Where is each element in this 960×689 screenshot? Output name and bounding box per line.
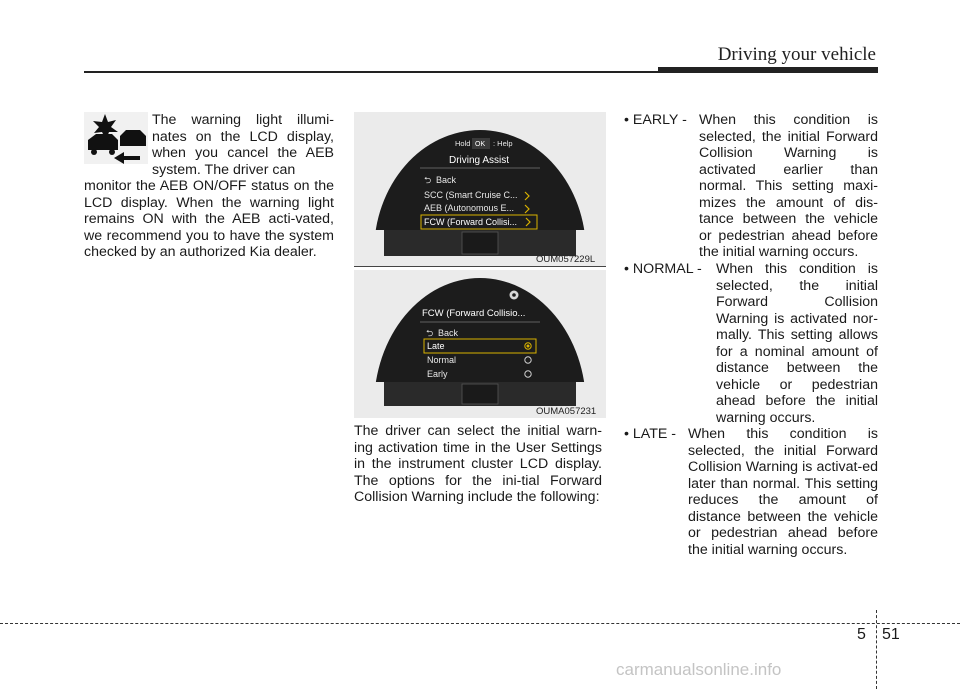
screen1-image-code: OUM057229L — [536, 254, 596, 265]
screen2-item-back: Back — [438, 328, 459, 338]
screen2-item-early: Early — [427, 369, 448, 379]
page-number: 51 — [882, 626, 900, 643]
screen1-item-back: Back — [436, 175, 457, 185]
footer-rule — [0, 623, 960, 624]
option-normal-label: • NORMAL - — [624, 261, 702, 277]
section-title: Driving your vehicle — [717, 44, 876, 65]
option-normal-desc: When this condition is selected, the initial Forward Collision Warning is activated nor-mally. This setting allows for a nominal amount of distance between the vehicle or pedestrian ahead before the initial warning occurs. — [716, 261, 878, 426]
options-intro-text: The driver can select the initial warn-ing activation time in the User Settings in the instrument cluster LCD display. The options for the ini-tial Forward Collision Warning include the following: — [354, 423, 602, 505]
screen1-back-arrow-icon: ⮌ — [424, 176, 432, 186]
screen2-image-code: OUMA057231 — [536, 406, 597, 417]
screen1-item-scc: SCC (Smart Cruise C... — [424, 190, 518, 200]
option-early-label: • EARLY - — [624, 112, 687, 128]
option-early — [624, 112, 878, 262]
screen1-item-aeb: AEB (Autonomous E... — [424, 203, 515, 213]
option-early-desc: When this condition is selected, the initial Forward Collision Warning is activated earlier than normal. This setting maxi-mizes the amount of dis-tance between the vehicle or pedestrian ahead before the initial warning occurs. — [699, 112, 878, 260]
option-normal — [624, 261, 878, 426]
image-divider — [354, 266, 606, 267]
footer-divider — [876, 610, 877, 689]
lcd-screen-fcw — [354, 270, 606, 418]
gear-icon — [510, 291, 519, 300]
watermark: carmanualsonline.info — [616, 660, 782, 679]
chapter-number: 5 — [857, 626, 866, 643]
lcd-screen-driving-assist — [354, 112, 606, 266]
intro-lead-text: The warning light illumi-nates on the LCD display, when you cancel the AEB system. The driver can — [152, 112, 334, 178]
screen1-item-fcw: FCW (Forward Collisi... — [424, 217, 518, 227]
screen1-title: Driving Assist — [449, 155, 510, 166]
aeb-warning-icon — [84, 112, 148, 164]
screen1-ok-label: OK — [475, 141, 486, 148]
header-rule-thick — [658, 67, 878, 73]
screen1-help-label: : Help — [493, 139, 513, 148]
screen1-hold-label: Hold — [455, 139, 471, 148]
screen2-title: FCW (Forward Collisio... — [422, 308, 526, 319]
screen2-item-normal: Normal — [427, 355, 457, 365]
intro-rest-text: monitor the AEB ON/OFF status on the LCD display. When the warning light remains ON with the AEB acti-vated, we recommend you to have the system checked by an authorized Kia dealer. — [84, 178, 334, 260]
screen2-item-late: Late — [427, 341, 445, 351]
screen2-back-arrow-icon: ⮌ — [426, 329, 434, 339]
option-late-label: • LATE - — [624, 426, 677, 442]
option-late-desc: When this condition is selected, the initial Forward Collision Warning is activat-ed later than normal. This setting reduces the amount of distance between the vehicle or pedestrian ahead before the initial warning occurs. — [688, 426, 878, 558]
option-late — [624, 426, 878, 576]
